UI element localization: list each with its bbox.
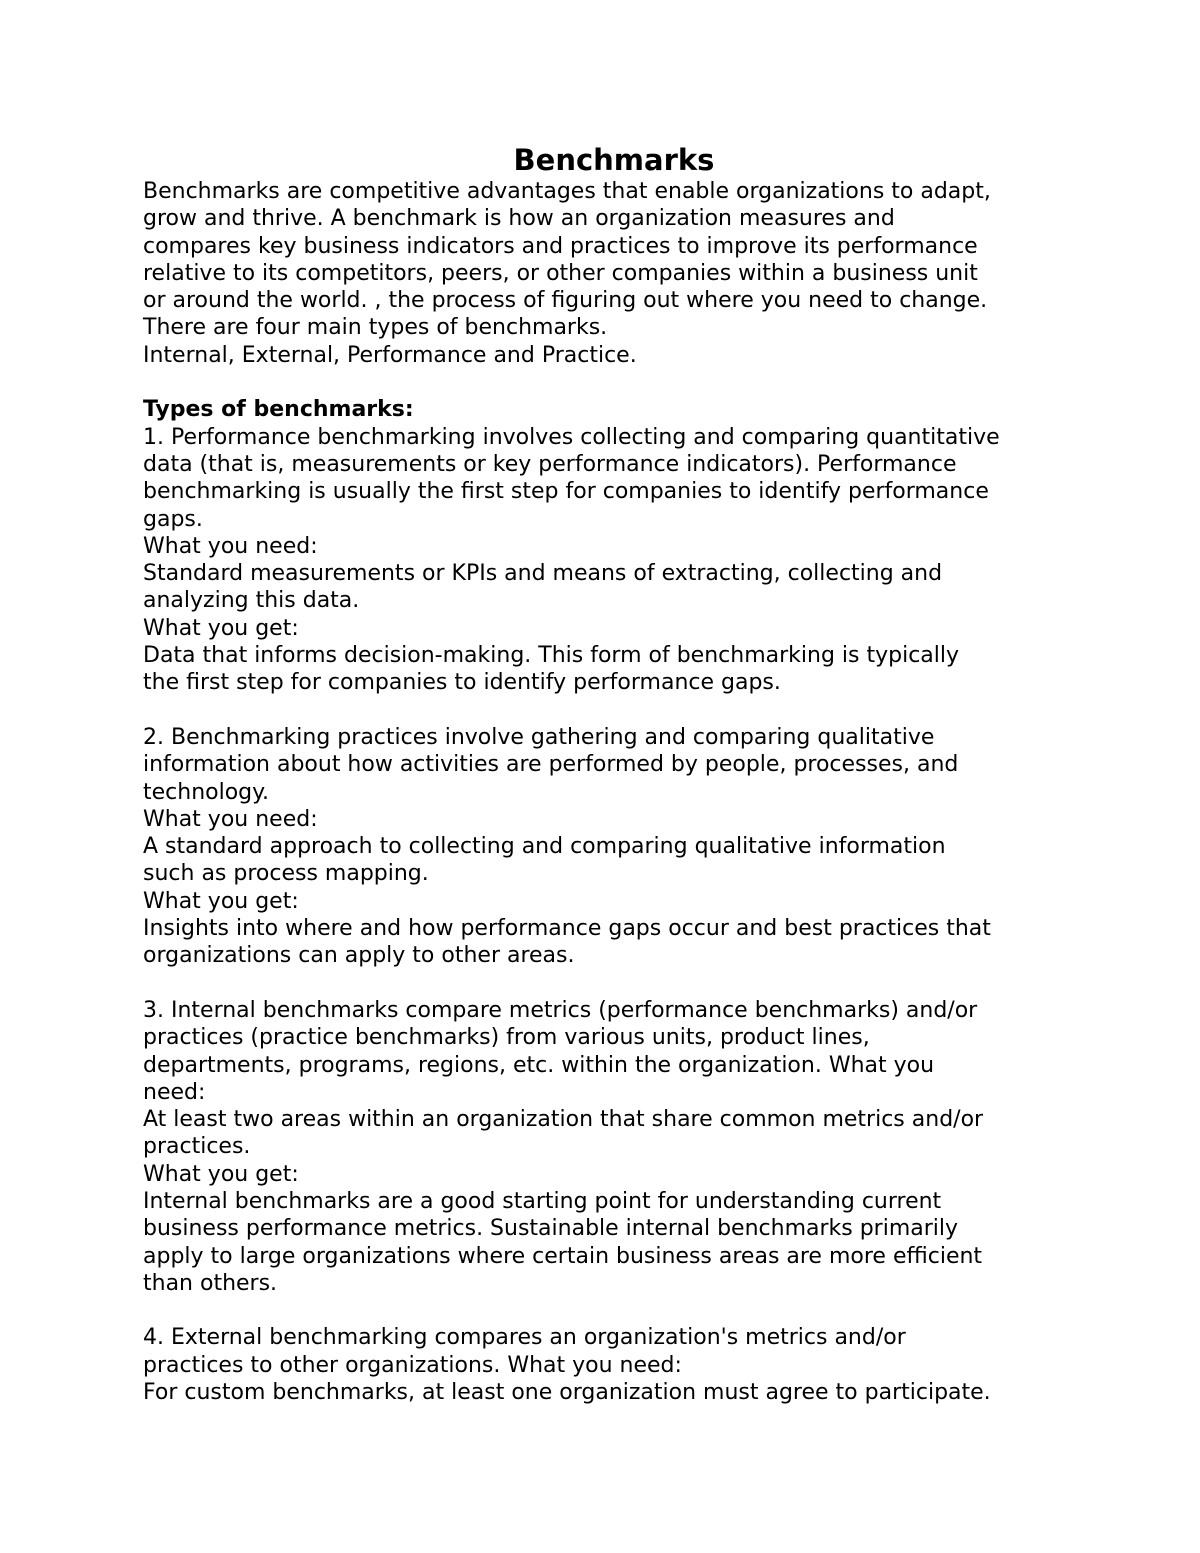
- section-internal-benchmarks: [143, 997, 1073, 1297]
- text-line: What you need:: [143, 533, 318, 559]
- text-line: practices.: [143, 1134, 251, 1160]
- text-line: compares key business indicators and practices to improve its performance: [143, 233, 978, 259]
- text-line: There are four main types of benchmarks.: [143, 315, 608, 341]
- text-line: practices (practice benchmarks) from various units, product lines,: [143, 1025, 870, 1051]
- text-line: Internal, External, Performance and Practice.: [143, 342, 637, 368]
- text-line: organizations can apply to other areas.: [143, 943, 575, 969]
- text-line: Standard measurements or KPIs and means of extracting, collecting and: [143, 561, 943, 587]
- document-title: Benchmarks: [513, 143, 715, 177]
- section-performance-benchmarking: [143, 424, 1073, 697]
- text-line: Insights into where and how performance gaps occur and best practices that: [143, 916, 991, 942]
- text-line: information about how activities are performed by people, processes, and: [143, 752, 959, 778]
- text-line: such as process mapping.: [143, 861, 429, 887]
- text-line: gaps.: [143, 506, 203, 532]
- blank-line: [143, 369, 1073, 396]
- text-line: 3. Internal benchmarks compare metrics (performance benchmarks) and/or: [143, 997, 978, 1023]
- text-line: What you get:: [143, 615, 299, 641]
- text-line: apply to large organizations where certain business areas are more efficient: [143, 1243, 983, 1269]
- text-line: grow and thrive. A benchmark is how an organization measures and: [143, 206, 895, 232]
- text-line: technology.: [143, 779, 270, 805]
- text-line: the first step for companies to identify performance gaps.: [143, 670, 781, 696]
- text-line: than others.: [143, 1270, 278, 1296]
- blank-line: [143, 697, 1073, 724]
- section-external-benchmarking: [143, 1324, 1073, 1406]
- text-line: Benchmarks are competitive advantages that enable organizations to adapt,: [143, 179, 991, 204]
- text-line: What you get:: [143, 1161, 299, 1187]
- text-line: Internal benchmarks are a good starting point for understanding current: [143, 1188, 942, 1214]
- text-line: business performance metrics. Sustainable internal benchmarks primarily: [143, 1216, 959, 1242]
- section-benchmarking-practices: [143, 724, 1073, 970]
- text-line: need:: [143, 1079, 206, 1105]
- text-line: analyzing this data.: [143, 588, 360, 614]
- text-line: relative to its competitors, peers, or other companies within a business unit: [143, 260, 978, 286]
- text-line: For custom benchmarks, at least one organization must agree to participate.: [143, 1380, 991, 1406]
- text-line: 1. Performance benchmarking involves collecting and comparing quantitative: [143, 424, 1000, 450]
- intro-paragraph: [143, 178, 1073, 369]
- text-line: What you need:: [143, 806, 318, 832]
- types-heading: Types of benchmarks:: [143, 397, 414, 423]
- blank-line: [143, 970, 1073, 997]
- text-line: What you get:: [143, 888, 299, 914]
- text-line: benchmarking is usually the first step for companies to identify performance: [143, 479, 989, 505]
- document-body: [143, 143, 1073, 1406]
- text-line: practices to other organizations. What you need:: [143, 1352, 682, 1378]
- text-line: Data that informs decision-making. This form of benchmarking is typically: [143, 643, 960, 669]
- text-line: At least two areas within an organization that share common metrics and/or: [143, 1107, 984, 1133]
- text-line: departments, programs, regions, etc. within the organization. What you: [143, 1052, 935, 1078]
- blank-line: [143, 1297, 1073, 1324]
- text-line: or around the world. , the process of figuring out where you need to change.: [143, 288, 988, 314]
- text-line: A standard approach to collecting and comparing qualitative information: [143, 834, 946, 860]
- text-line: data (that is, measurements or key performance indicators). Performance: [143, 451, 957, 477]
- text-line: 2. Benchmarking practices involve gathering and comparing qualitative: [143, 724, 935, 750]
- text-line: 4. External benchmarking compares an organization's metrics and/or: [143, 1325, 906, 1351]
